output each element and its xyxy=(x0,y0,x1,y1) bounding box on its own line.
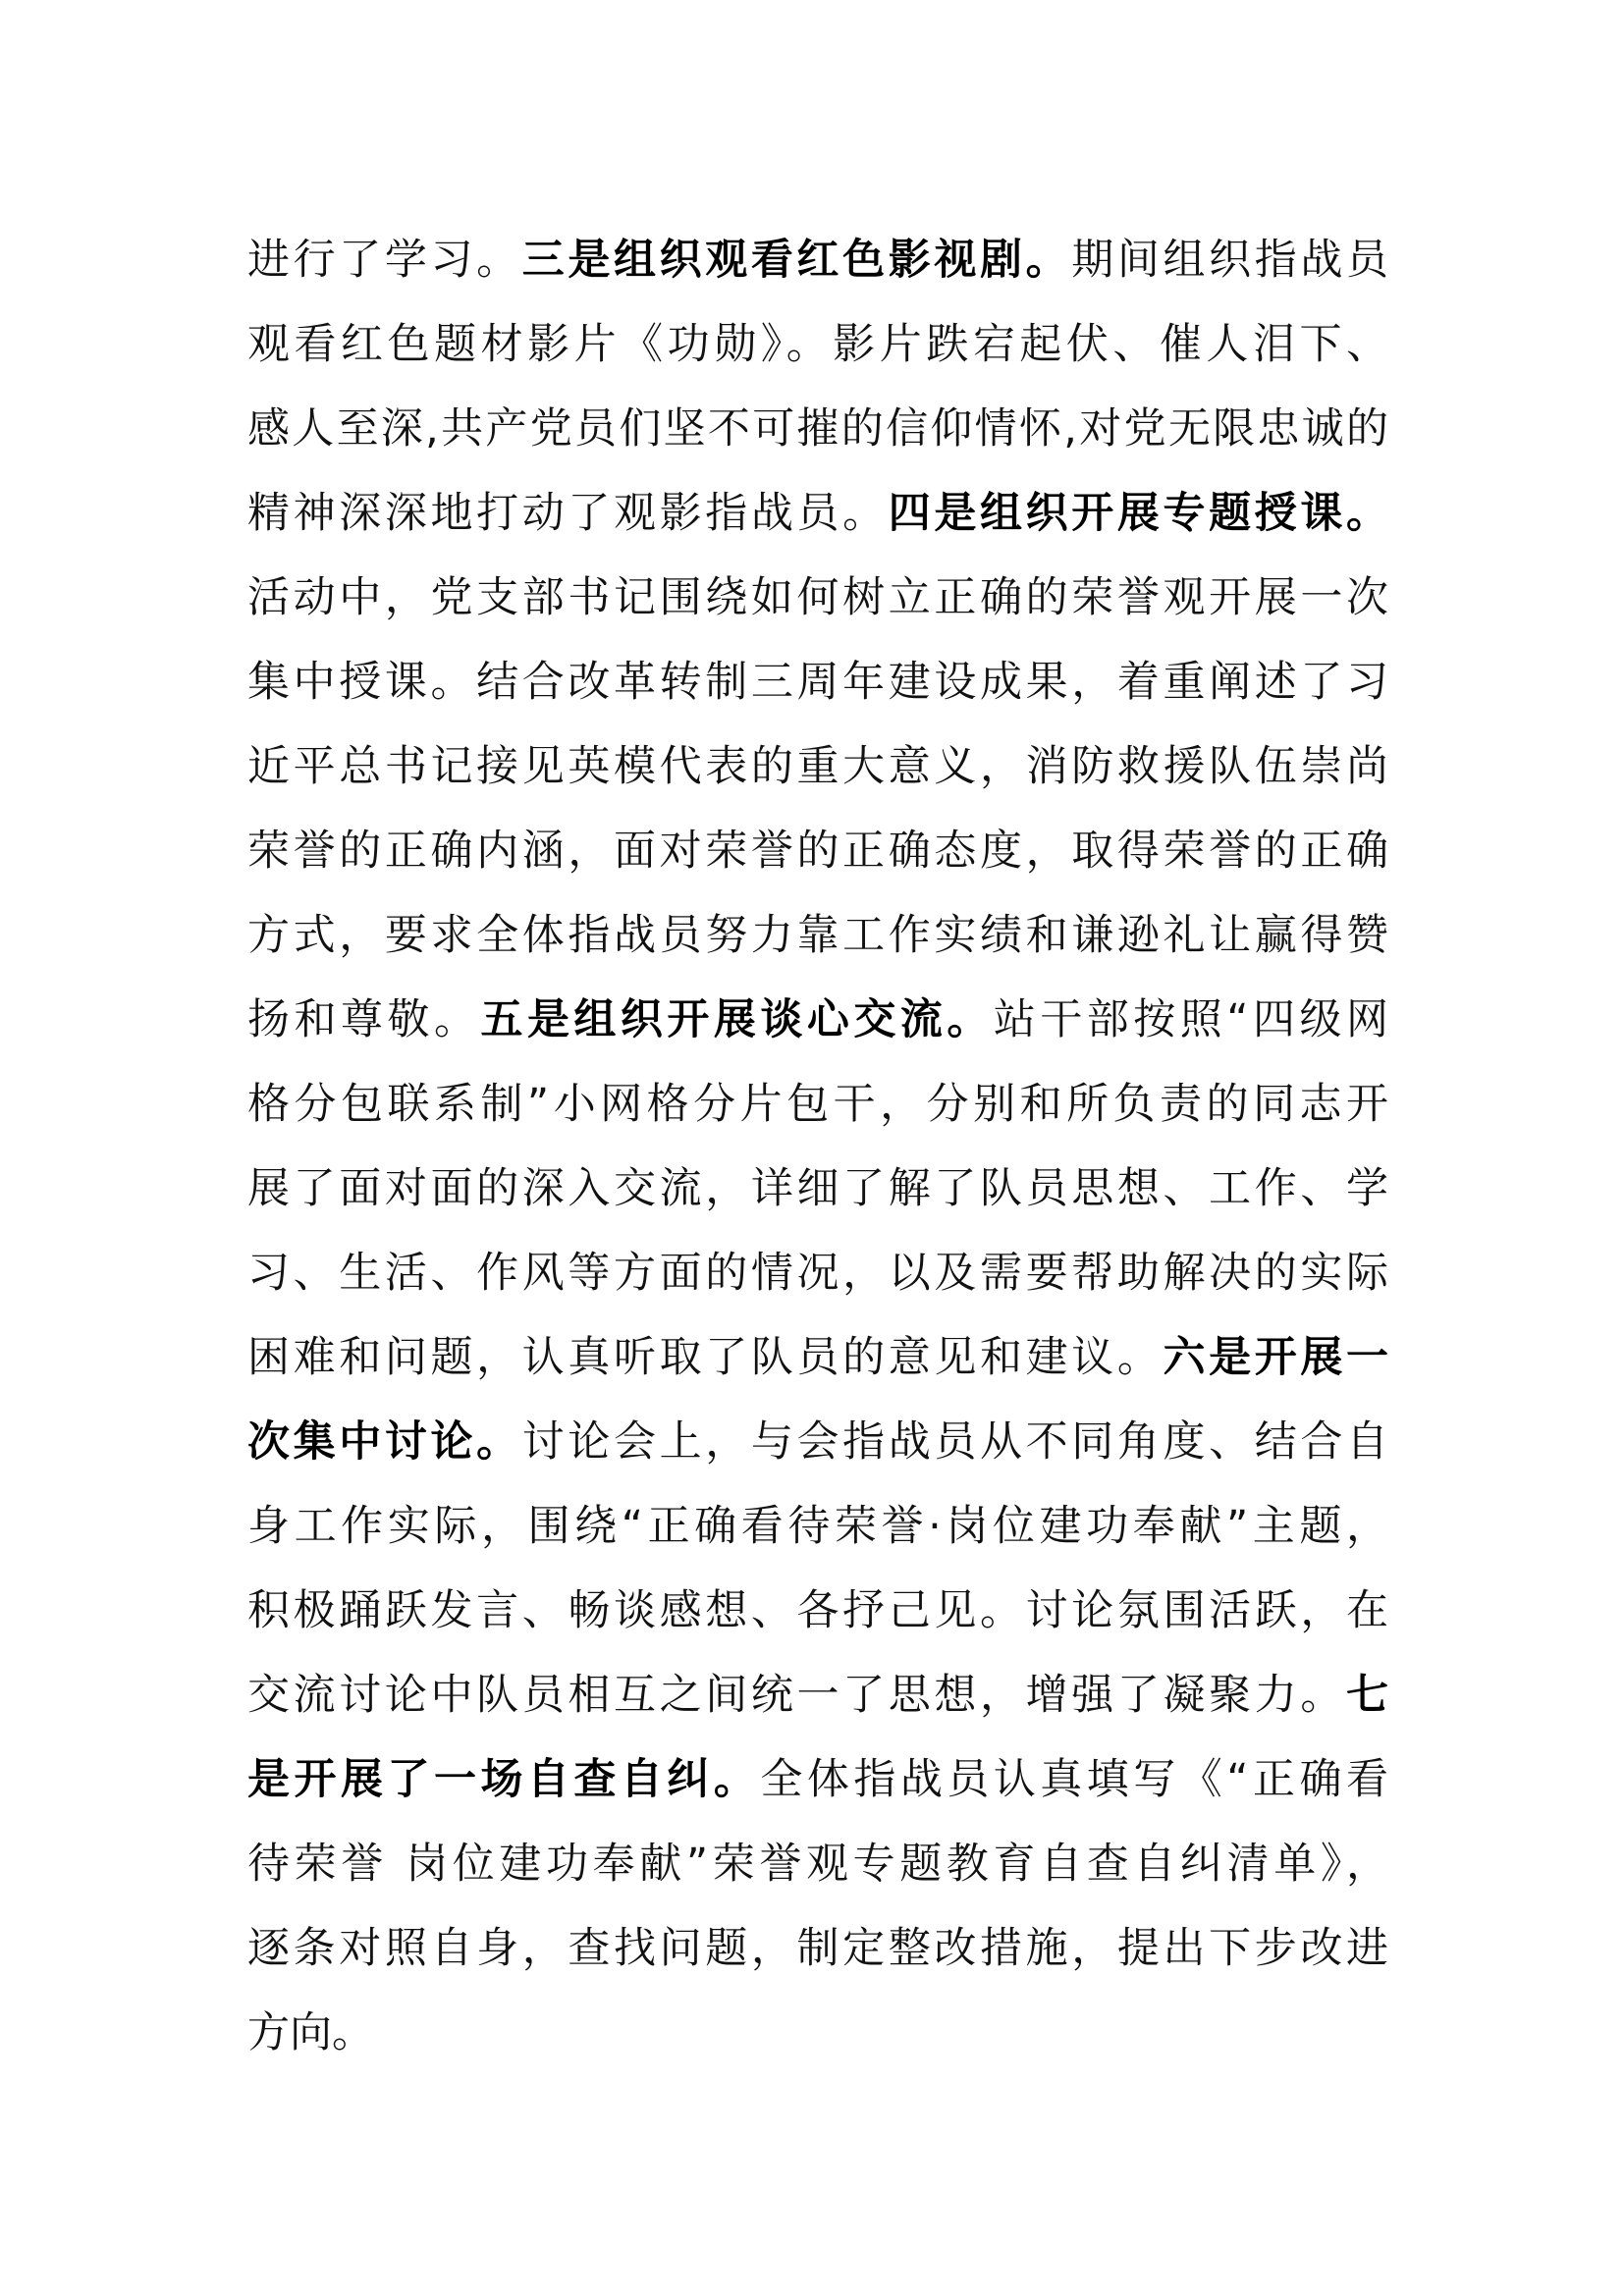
text-run: 逐条对照自身，查找问题，制定整改措施，提出下步改进 xyxy=(247,1924,1388,1973)
bold-heading-run: 五是组织开展谈心交流。 xyxy=(480,995,994,1044)
text-run: 进行了学习。 xyxy=(247,236,522,285)
bold-heading-run: 次集中讨论。 xyxy=(247,1417,522,1467)
text-line xyxy=(247,1906,1388,1991)
text-line xyxy=(247,556,1388,640)
text-line xyxy=(247,978,1388,1062)
text-line xyxy=(247,1991,1388,2075)
text-run: 荣誉的正确内涵，面对荣誉的正确态度，取得荣誉的正确 xyxy=(247,827,1388,876)
text-line xyxy=(247,809,1388,893)
text-run: 讨论会上，与会指战员从不同角度、结合自 xyxy=(521,1417,1388,1467)
text-line xyxy=(247,1737,1388,1822)
text-run: 站干部按照“四级网 xyxy=(993,995,1389,1044)
text-run: 集中授课。结合改革转制三周年建设成果，着重阐述了习 xyxy=(247,658,1388,707)
text-line xyxy=(247,1231,1388,1315)
text-run: 方式，要求全体指战员努力靠工作实绩和谦逊礼让赢得赞 xyxy=(247,911,1388,960)
text-run: 格分包联系制”小网格分片包干，分别和所负责的同志开 xyxy=(247,1080,1388,1129)
bold-heading-run: 三是组织观看红色影视剧。 xyxy=(521,236,1072,285)
text-run: 近平总书记接见英模代表的重大意义，消防救援队伍崇尚 xyxy=(247,742,1388,791)
text-run: 交流讨论中队员相互之间统一了思想，增强了凝聚力。 xyxy=(247,1671,1346,1720)
text-line xyxy=(247,1315,1388,1400)
text-run: 观看红色题材影片《功勋》。影片跌宕起伏、催人泪下、 xyxy=(247,320,1388,369)
text-run: 习、生活、作风等方面的情况，以及需要帮助解决的实际 xyxy=(247,1249,1388,1298)
text-line xyxy=(247,724,1388,809)
text-run: 感人至深,共产党员们坚不可摧的信仰情怀,对党无限忠诚的 xyxy=(247,404,1388,454)
text-run: 期间组织指战员 xyxy=(1071,236,1388,285)
text-run: 活动中，党支部书记围绕如何树立正确的荣誉观开展一次 xyxy=(247,573,1388,622)
text-run: 全体指战员认真填写《“正确看 xyxy=(760,1755,1388,1804)
bold-heading-run: 四是组织开展专题授课。 xyxy=(888,489,1388,538)
text-run: 困难和问题，认真听取了队员的意见和建议。 xyxy=(247,1333,1164,1382)
text-line xyxy=(247,1062,1388,1147)
text-line xyxy=(247,1569,1388,1653)
text-line xyxy=(247,640,1388,724)
text-line xyxy=(247,1653,1388,1737)
text-line xyxy=(247,218,1388,302)
text-run: 扬和尊敬。 xyxy=(247,995,481,1044)
text-run: 方向。 xyxy=(247,2008,374,2057)
text-line xyxy=(247,471,1388,556)
text-line xyxy=(247,1822,1388,1906)
bold-heading-run: 六是开展一 xyxy=(1163,1333,1388,1382)
text-line xyxy=(247,387,1388,471)
text-line xyxy=(247,1400,1388,1484)
text-line xyxy=(247,1147,1388,1231)
text-line xyxy=(247,893,1388,978)
body-paragraph xyxy=(247,218,1388,2075)
text-run: 待荣誉 岗位建功奉献”荣誉观专题教育自查自纠清单》， xyxy=(247,1840,1388,1889)
text-line xyxy=(247,1484,1388,1569)
text-run: 展了面对面的深入交流，详细了解了队员思想、工作、学 xyxy=(247,1164,1388,1213)
text-run: 精神深深地打动了观影指战员。 xyxy=(247,489,889,538)
bold-heading-run: 七 xyxy=(1346,1671,1388,1720)
text-run: 积极踊跃发言、畅谈感想、各抒己见。讨论氛围活跃，在 xyxy=(247,1586,1388,1635)
text-run: 身工作实际，围绕“正确看待荣誉·岗位建功奉献”主题， xyxy=(247,1502,1388,1551)
bold-heading-run: 是开展了一场自查自纠。 xyxy=(247,1755,761,1804)
text-line xyxy=(247,302,1388,387)
